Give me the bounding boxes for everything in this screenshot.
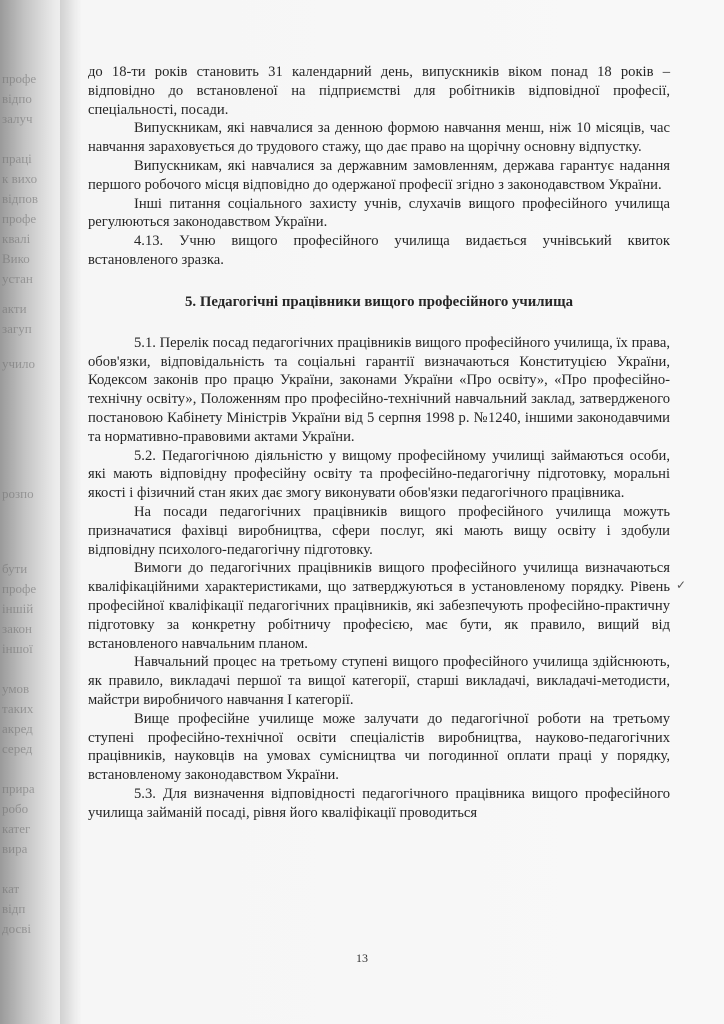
- document-body: [88, 63, 670, 822]
- scan-mark: ✓: [676, 578, 687, 592]
- paragraph-part-time-staff: Вище професійне училище може залучати до педагогічної роботи на третьому ступені професійно-технічної освіти спеціалістів виробництва, науково-педагогічних працівників, науковців на умовах сумісництва чи погодинної оплати праці у порядку, встановленому законодавством України.: [88, 710, 670, 784]
- paragraph-5-2: 5.2. Педагогічною діяльністю у вищому професійному училищі займаються особи, які мають відповідну професійну освіту та професійно-педагогічну підготовку, моральні якості і фізичний стан яких дає змогу виконувати обов'язки педагогічного працівника.: [88, 447, 670, 502]
- paragraph-requirements: Вимоги до педагогічних працівників вищого професійного училища визначаються кваліфікаційними характеристиками, що затверджуються в установленому порядку. Рівень професійної кваліфікації педагогічних працівників, які забезпечують професійно-практичну підготовку за конкретну робітничу професією, має бути, як правило, вищий від встановленого навчальним планом.: [88, 560, 670, 652]
- binding-shadow: [60, 0, 82, 1024]
- section-heading: 5. Педагогічні працівники вищого професійного училища: [185, 293, 573, 310]
- paragraph-social-protection: Інші питання соціального захисту учнів, слухачів вищого професійного училища регулюються законодавством України.: [88, 195, 670, 231]
- paragraph-student-id: 4.13. Учню вищого професійного училища видається учнівський квиток встановленого зразка.: [88, 233, 670, 268]
- paragraph-study-time: Випускникам, які навчалися за денною формою навчання менш, ніж 10 місяців, час навчання зараховується до трудового стажу, що дає право на щорічну основну відпустку.: [88, 120, 670, 156]
- paragraph-5-3: 5.3. Для визначення відповідності педагогічного працівника вищого професійного училища займаній посаді, рівня його кваліфікації проводиться: [88, 785, 670, 821]
- paragraph-vacation-duration: до 18-ти років становить 31 календарний день, випускників віком понад 18 років – відповідно до встановленої на підприємстві для робітників відповідної професії, спеціальності, посади.: [88, 64, 670, 118]
- previous-page-bleed: профе відпо залуч праці к вихо відпов профе квалі Вико устан акти загуп учило розпо бути профе іншій закон іншої умов таких акред серед прира робо катег вира кат відп досві: [2, 71, 38, 936]
- paragraph-appointment: На посади педагогічних працівників вищого професійного училища можуть призначатися фахівці виробництва, сфери послуг, які мають вищу освіту і здобули відповідну психолого-педагогічну підготовку.: [88, 503, 670, 558]
- page-number: 13: [356, 951, 368, 965]
- paragraph-5-1: 5.1. Перелік посад педагогічних працівників вищого професійного училища, їх права, обов'язки, відповідальність та соціальні гарантії визначаються Конституцією України, Кодексом законів про працю України, законами України «Про освіту», «Про професійно-технічну освіту», Положенням про професійно-технічний навчальний заклад, затвердженого постановою Кабінету Міністрів України від 5 серпня 1998 р. №1240, іншими законодавчими та нормативно-правовими актами України.: [88, 334, 670, 445]
- paragraph-third-level: Навчальний процес на третьому ступені вищого професійного училища здійснюють, як правило, викладачі першої та вищої категорії, старші викладачі, викладачі-методисти, майстри виробничого навчання І категорії.: [88, 654, 670, 708]
- paragraph-first-job-guarantee: Випускникам, які навчалися за державним замовленням, держава гарантує надання першого робочого місця відповідно до одержаної професії згідно з законодавством України.: [88, 157, 670, 193]
